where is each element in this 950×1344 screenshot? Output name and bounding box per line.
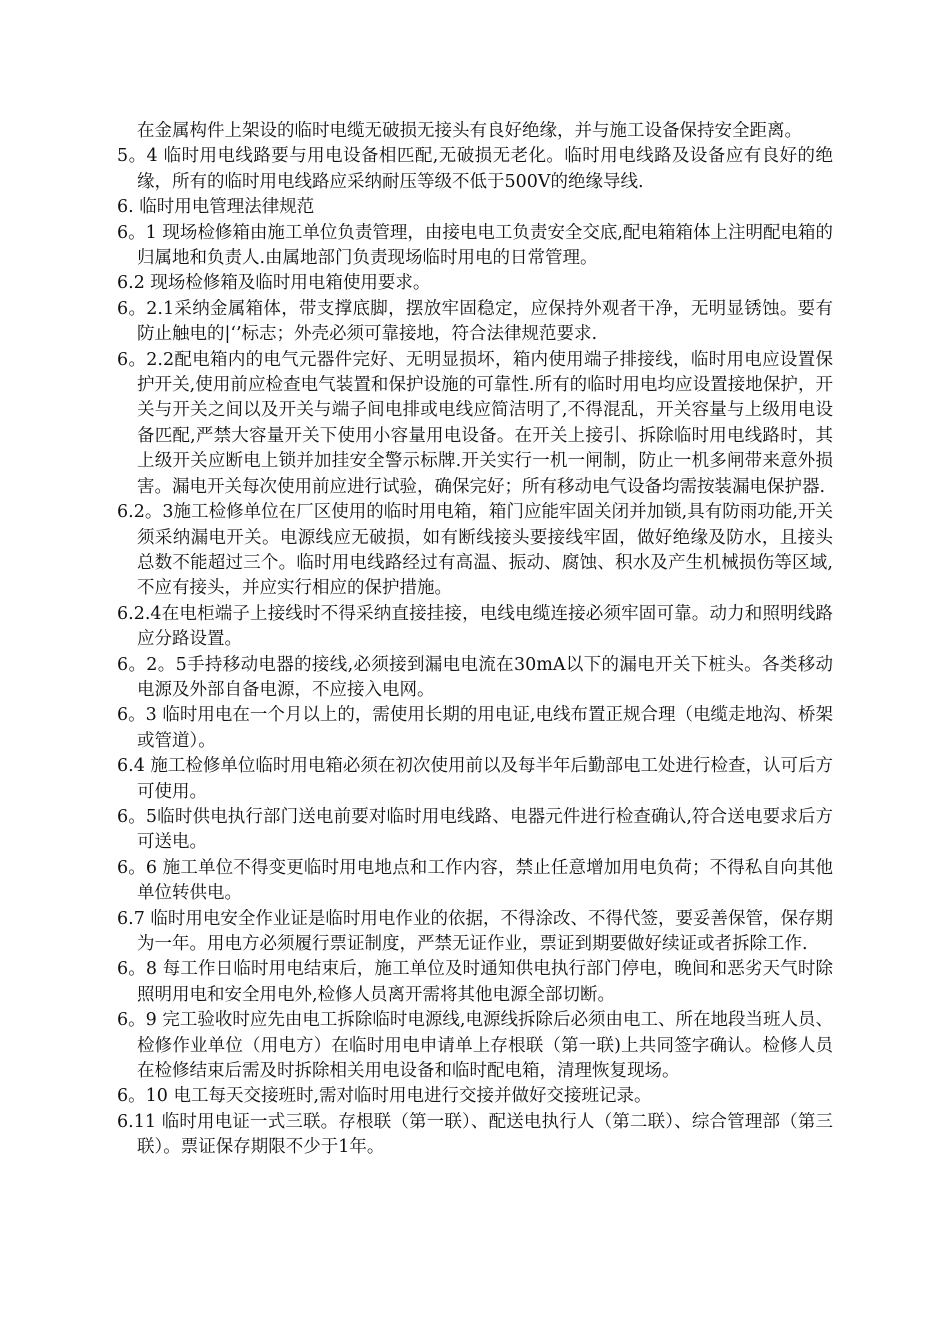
paragraph-6-4: 6.4 施工检修单位临时用电箱必须在初次使用前以及每半年后勤部电工处进行检查，认可后方可使用。: [117, 756, 833, 802]
paragraph-6-2-5: 6。2。5手持移动电器的接线,必须接到漏电电流在30mA以下的漏电开关下桩头。各类移动电源及外部自备电源，不应接入电网。: [117, 654, 833, 700]
paragraph-6-2-1: 6。2.1采纳金属箱体，带支撑底脚，摆放牢固稳定，应保持外观者干净，无明显锈蚀。要有防止触电的|‘’标志；外壳必须可靠接地，符合法律规范要求.: [117, 298, 833, 345]
paragraph-6-2-3: 6.2。3施工检修单位在厂区使用的临时用电箱，箱门应能牢固关闭并加锁,具有防雨功能,开关须采纳漏电开关。电源线应无破损，如有断线接头要接线牢固，做好绝缘及防水，且接头总数不能超过三个。临时用电线路经过有高温、振动、腐蚀、积水及产生机械损伤等区域,不应有接头，并应实行相应的保护措施。: [117, 502, 833, 599]
paragraph-continued: 在金属构件上架设的临时电缆无破损无接头有良好绝缘，并与施工设备保持安全距离。: [137, 121, 802, 141]
paragraph-6-2: 6.2 现场检修箱及临时用电箱使用要求。: [117, 273, 431, 294]
paragraph-6-9: 6。9 完工验收时应先由电工拆除临时电源线,电源线拆除后必须由电工、所在地段当班人员、检修作业单位（用电方）在临时用电申请单上存根联（第一联)上共同签字确认。检修人员在检修结束后需及时拆除相关用电设备和临时配电箱，清理恢复现场。: [117, 1010, 833, 1082]
section-heading-6: 6. 临时用电管理法律规范: [117, 197, 315, 218]
paragraph-6-8: 6。8 每工作日临时用电结束后，施工单位及时通知供电执行部门停电，晚间和恶劣天气时除照明用电和安全用电外,检修人员离开需将其他电源全部切断。: [117, 959, 833, 1005]
paragraph-6-10: 6。10 电工每天交接班时,需对临时用电进行交接并做好交接班记录。: [117, 1086, 652, 1107]
paragraph-5-4: 5。4 临时用电线路要与用电设备相匹配,无破损无老化。临时用电线路及设备应有良好的绝缘，所有的临时用电线路应采纳耐压等级不低于500V的绝缘导线.: [117, 146, 833, 192]
paragraph-6-1: 6。1 现场检修箱由施工单位负责管理，由接电电工负责安全交底,配电箱箱体上注明配电箱的归属地和负责人.由属地部门负责现场临时用电的日常管理。: [117, 222, 833, 269]
paragraph-6-3: 6。3 临时用电在一个月以上的，需使用长期的用电证,电线布置正规合理（电缆走地沟、桥架或管道）。: [117, 705, 833, 751]
document-body: [117, 119, 833, 1161]
paragraph-6-2-4: 6.2.4在电柜端子上接线时不得采纳直接挂接，电线电缆连接必须牢固可靠。动力和照明线路应分路设置。: [117, 603, 833, 650]
paragraph-6-2-2: 6。2.2配电箱内的电气元器件完好、无明显损坏，箱内使用端子排接线，临时用电应设置保护开关,使用前应检查电气装置和保护设施的可靠性.所有的临时用电均应设置接地保护，开关与开关之间以及开关与端子间电排或电线应简洁明了,不得混乱，开关容量与上级用电设备匹配,严禁大容量开关下使用小容量用电设备。在开关上接引、拆除临时用电线路时，其上级开关应断电上锁并加挂安全警示标牌.开关实行一机一闸制，防止一机多闸带来意外损害。漏电开关每次使用前应进行试验，确保完好；所有移动电气设备均需按装漏电保护器.: [117, 349, 833, 497]
paragraph-6-11: 6.11 临时用电证一式三联。存根联（第一联）、配送电执行人（第二联）、综合管理部（第三联）。票证保存期限不少于1年。: [117, 1111, 833, 1158]
paragraph-6-7: 6.7 临时用电安全作业证是临时用电作业的依据，不得涂改、不得代签，要妥善保管，保存期为一年。用电方必须履行票证制度，严禁无证作业，票证到期要做好续证或者拆除工作.: [117, 908, 833, 954]
paragraph-6-5: 6。5临时供电执行部门送电前要对临时用电线路、电器元件进行检查确认,符合送电要求后方可送电。: [117, 806, 833, 853]
paragraph-6-6: 6。6 施工单位不得变更临时用电地点和工作内容，禁止任意增加用电负荷；不得私自向其他单位转供电。: [117, 857, 833, 904]
